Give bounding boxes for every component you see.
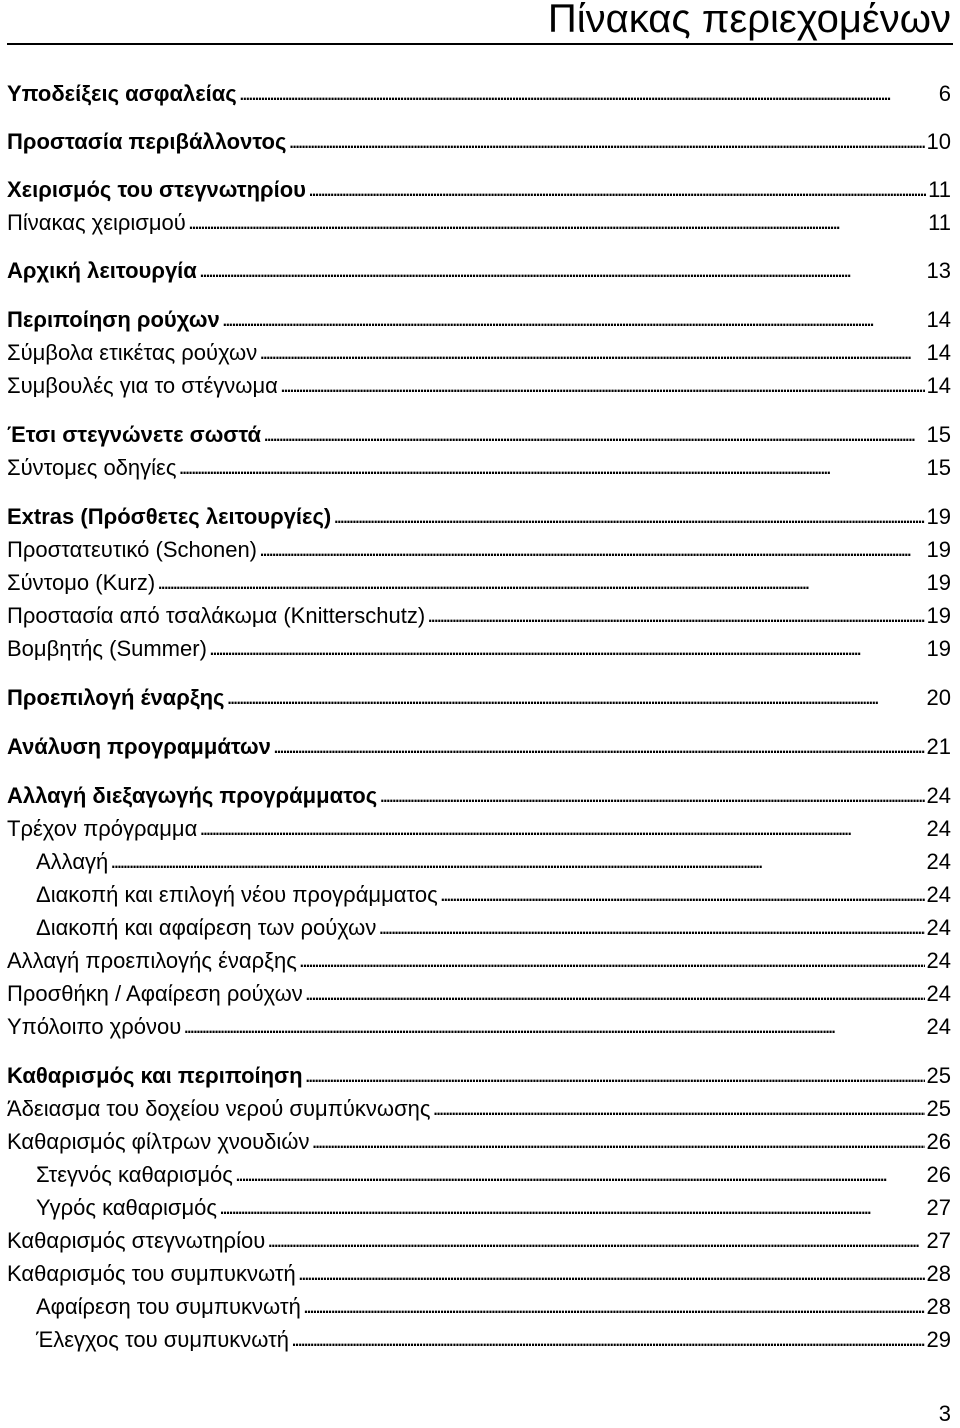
- toc-entry-title: Περιποίηση ρούχων: [7, 307, 220, 332]
- toc-dot-leader: [298, 1259, 925, 1287]
- toc-entry[interactable]: [7, 569, 951, 597]
- toc-entry-page: 27: [926, 1195, 951, 1220]
- toc-dot-leader: [267, 1226, 924, 1254]
- toc-entry[interactable]: [7, 306, 951, 334]
- toc-entry-title: Έτσι στεγνώνετε σωστά: [7, 422, 262, 447]
- toc-entry[interactable]: [7, 815, 951, 843]
- toc-dot-leader: [305, 979, 925, 1007]
- toc-entry-title: Καθαρισμός του συμπυκνωτή: [7, 1261, 296, 1286]
- toc-entry-page: 13: [926, 258, 951, 283]
- toc-dot-leader: [263, 420, 924, 448]
- toc-entry-page: 25: [926, 1063, 951, 1088]
- toc-entry-title: Σύντομες οδηγίες: [7, 455, 177, 480]
- toc-dot-leader: [259, 535, 925, 563]
- toc-dot-leader: [280, 371, 925, 399]
- title-divider: [7, 43, 953, 45]
- toc-entry-title: Πίνακας χειρισμού: [7, 210, 186, 235]
- toc-entry-title: Συμβουλές για το στέγνωμα: [7, 373, 278, 398]
- toc-entry-page: 19: [926, 603, 951, 628]
- toc-entry-page: 10: [926, 129, 951, 154]
- toc-entry-page: 26: [926, 1129, 951, 1154]
- toc-entry[interactable]: [7, 1013, 951, 1041]
- toc-entry-title: Προστασία περιβάλλοντος: [7, 129, 287, 154]
- toc-entry-page: 24: [926, 915, 951, 940]
- toc-entry-title: Extras (Πρόσθετες λειτουργίες): [7, 504, 332, 529]
- toc-entry-page: 24: [926, 783, 951, 808]
- toc-dot-leader: [378, 913, 924, 941]
- toc-entry-page: 28: [926, 1294, 951, 1319]
- toc-entry[interactable]: [7, 1095, 951, 1123]
- toc-entry-page: 19: [926, 636, 951, 661]
- toc-entry[interactable]: [7, 684, 951, 712]
- toc-entry-page: 15: [926, 455, 951, 480]
- toc-entry[interactable]: [7, 1062, 951, 1090]
- toc-entry-title: Βομβητής (Summer): [7, 636, 207, 661]
- toc-entry[interactable]: [7, 733, 951, 761]
- toc-entry-title: Έλεγχος του συμπυκνωτή: [36, 1327, 290, 1352]
- toc-entry[interactable]: [7, 1161, 951, 1189]
- toc-entry-page: 14: [926, 340, 951, 365]
- toc-dot-leader: [199, 256, 925, 284]
- toc-dot-leader: [235, 1160, 925, 1188]
- toc-entry[interactable]: [7, 209, 951, 237]
- toc-dot-leader: [209, 634, 925, 662]
- toc-entry-title: Χειρισμός του στεγνωτηρίου: [7, 177, 306, 202]
- toc-entry[interactable]: [7, 848, 951, 876]
- toc-entry[interactable]: [7, 635, 951, 663]
- toc-entry-title: Αλλαγή: [36, 849, 109, 874]
- toc-entry-title: Καθαρισμός φίλτρων χνουδιών: [7, 1129, 310, 1154]
- toc-entry[interactable]: [7, 1194, 951, 1222]
- toc-entry[interactable]: [7, 372, 951, 400]
- toc-entry[interactable]: [7, 80, 951, 108]
- toc-dot-leader: [273, 732, 925, 760]
- toc-entry-page: 11: [928, 177, 951, 202]
- toc-dot-leader: [288, 127, 924, 155]
- toc-entry-title: Αρχική λειτουργία: [7, 258, 197, 283]
- toc-entry[interactable]: [7, 947, 951, 975]
- toc-entry-page: 14: [926, 307, 951, 332]
- toc-dot-leader: [308, 175, 926, 203]
- toc-entry[interactable]: [7, 257, 951, 285]
- page-number: 3: [938, 1401, 951, 1426]
- toc-entry-title: Αφαίρεση του συμπυκνωτή: [36, 1294, 301, 1319]
- toc-entry-page: 24: [926, 882, 951, 907]
- toc-entry[interactable]: [7, 1227, 951, 1255]
- toc-entry-page: 20: [926, 685, 951, 710]
- toc-entry-title: Στεγνός καθαρισμός: [36, 1162, 233, 1187]
- toc-entry-title: Διακοπή και αφαίρεση των ρούχων: [36, 915, 377, 940]
- toc-entry-title: Υπόλοιπο χρόνου: [7, 1014, 182, 1039]
- toc-entry-page: 24: [926, 948, 951, 973]
- toc-dot-leader: [188, 208, 926, 236]
- toc-entry-page: 24: [926, 849, 951, 874]
- toc-entry[interactable]: [7, 176, 951, 204]
- toc-entry[interactable]: [7, 1326, 951, 1354]
- toc-dot-leader: [259, 338, 924, 366]
- toc-dot-leader: [222, 305, 925, 333]
- toc-entry[interactable]: [7, 128, 951, 156]
- toc-dot-leader: [303, 1292, 925, 1320]
- toc-dot-leader: [219, 1193, 925, 1221]
- toc-entry[interactable]: [7, 536, 951, 564]
- toc-dot-leader: [305, 1061, 925, 1089]
- toc-dot-leader: [227, 683, 925, 711]
- toc-entry-page: 21: [926, 734, 951, 759]
- toc-entry-page: 15: [926, 422, 951, 447]
- toc-entry-title: Σύντομο (Kurz): [7, 570, 156, 595]
- toc-entry-title: Αλλαγή διεξαγωγής προγράμματος: [7, 783, 378, 808]
- toc-dot-leader: [333, 502, 924, 530]
- toc-dot-leader: [183, 1012, 924, 1040]
- toc-dot-leader: [157, 568, 924, 596]
- toc-entry-title: Καθαρισμός και περιποίηση: [7, 1063, 303, 1088]
- toc-entry[interactable]: [7, 914, 951, 942]
- toc-dot-leader: [379, 781, 924, 809]
- toc-entry[interactable]: [7, 1128, 951, 1156]
- toc-dot-leader: [299, 946, 925, 974]
- toc-entry-page: 24: [926, 981, 951, 1006]
- toc-dot-leader: [311, 1127, 924, 1155]
- toc-entry-title: Σύμβολα ετικέτας ρούχων: [7, 340, 258, 365]
- toc-entry[interactable]: [7, 339, 951, 367]
- toc-entry-page: 24: [926, 1014, 951, 1039]
- toc-dot-leader: [291, 1325, 925, 1353]
- toc-entry-page: 14: [926, 373, 951, 398]
- toc-entry-title: Προσθήκη / Αφαίρεση ρούχων: [7, 981, 303, 1006]
- toc-entry[interactable]: [7, 602, 951, 630]
- toc-dot-leader: [440, 880, 925, 908]
- toc-entry-title: Διακοπή και επιλογή νέου προγράμματος: [36, 882, 438, 907]
- toc-entry-title: Προεπιλογή έναρξης: [7, 685, 225, 710]
- toc-entry-page: 27: [926, 1228, 951, 1253]
- toc-entry-page: 11: [928, 210, 951, 235]
- toc-entry-title: Προστασία από τσαλάκωμα (Knitterschutz): [7, 603, 426, 628]
- toc-dot-leader: [178, 453, 924, 481]
- toc-entry-title: Ανάλυση προγραμμάτων: [7, 734, 271, 759]
- toc-entry-page: 24: [926, 816, 951, 841]
- toc-entry[interactable]: [7, 503, 951, 531]
- toc-entry-page: 19: [926, 504, 951, 529]
- toc-entry[interactable]: [7, 421, 951, 449]
- toc-entry-title: Προστατευτικό (Schonen): [7, 537, 258, 562]
- toc-entry[interactable]: [7, 980, 951, 1008]
- toc-entry-page: 19: [926, 570, 951, 595]
- toc-entry-page: 26: [926, 1162, 951, 1187]
- toc-entry[interactable]: [7, 881, 951, 909]
- toc-entry[interactable]: [7, 1293, 951, 1321]
- toc-entry-page: 25: [926, 1096, 951, 1121]
- toc-entry-page: 29: [926, 1327, 951, 1352]
- toc-entry-page: 19: [926, 537, 951, 562]
- toc-entry-title: Υγρός καθαρισμός: [36, 1195, 217, 1220]
- toc-entry-title: Αλλαγή προεπιλογής έναρξης: [7, 948, 297, 973]
- toc-entry-title: Καθαρισμός στεγνωτηρίου: [7, 1228, 266, 1253]
- toc-dot-leader: [199, 814, 924, 842]
- toc-entry[interactable]: [7, 1260, 951, 1288]
- toc-entry-page: 28: [926, 1261, 951, 1286]
- toc-dot-leader: [427, 601, 924, 629]
- toc-dot-leader: [433, 1094, 925, 1122]
- page-title: Πίνακας περιεχομένων: [547, 0, 951, 41]
- toc-dot-leader: [110, 847, 924, 875]
- toc-entry[interactable]: [7, 454, 951, 482]
- toc-entry-title: Άδειασμα του δοχείου νερού συμπύκνωσης: [7, 1096, 431, 1121]
- toc-entry[interactable]: [7, 782, 951, 810]
- toc-entry-title: Υποδείξεις ασφαλείας: [7, 81, 237, 106]
- toc-entry-title: Τρέχον πρόγραμμα: [7, 816, 198, 841]
- toc-entry-page: 6: [938, 81, 951, 106]
- toc-dot-leader: [239, 79, 937, 107]
